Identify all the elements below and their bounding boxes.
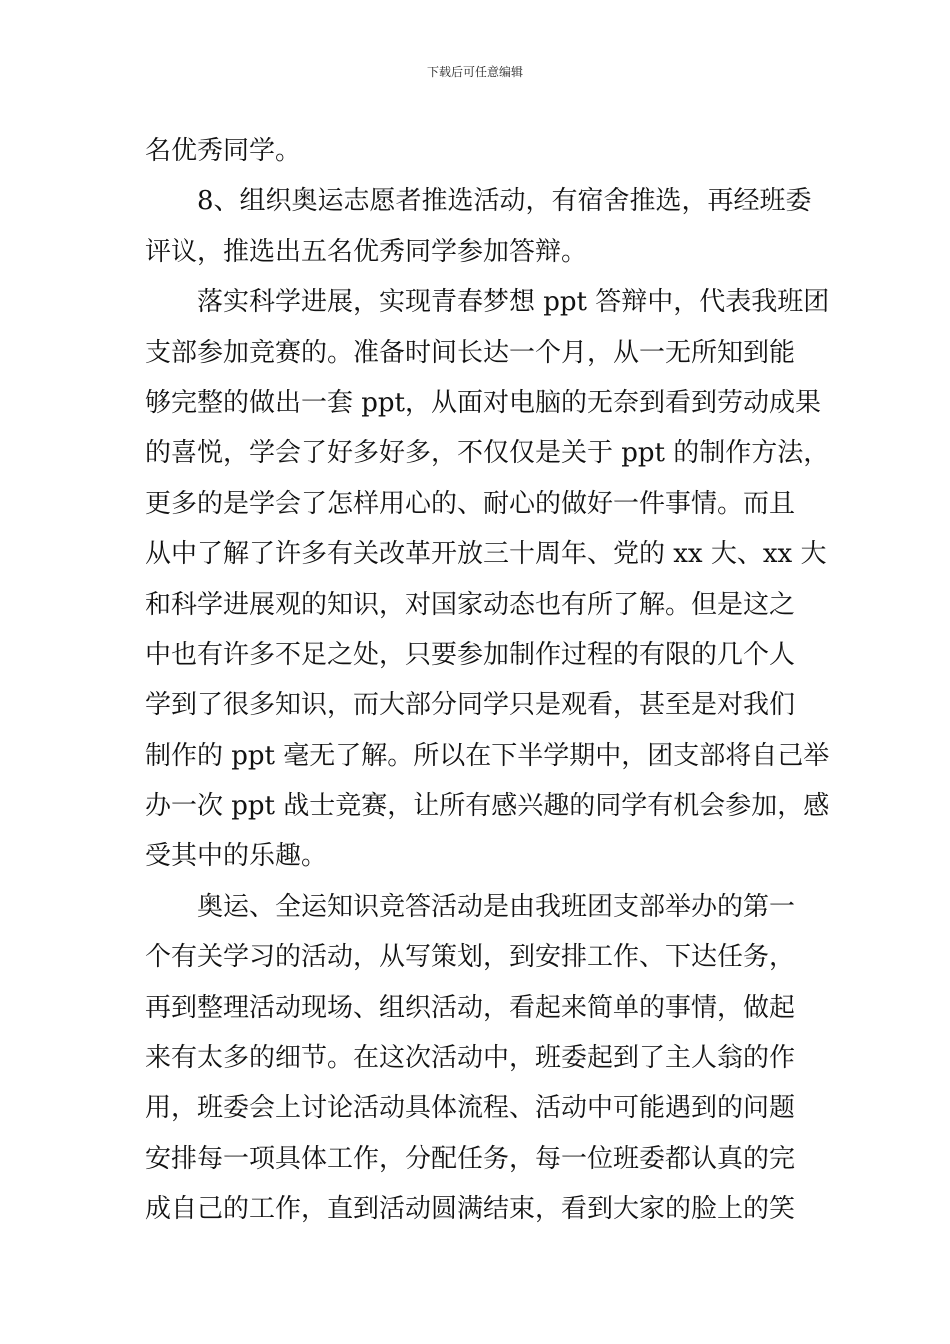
text-line: 受其中的乐趣。 bbox=[145, 841, 328, 872]
text-line: 制作的 ppt 毫无了解。所以在下半学期中，团支部将自己举 bbox=[145, 740, 830, 771]
text-line: 成自己的工作，直到活动圆满结束，看到大家的脸上的笑 bbox=[145, 1194, 796, 1225]
document-body bbox=[145, 126, 830, 1235]
text-line: 奥运、全运知识竞答活动是由我班团支部举办的第一 bbox=[197, 891, 796, 922]
text-line: 落实科学进展，实现青春梦想 ppt 答辩中，代表我班团 bbox=[197, 287, 830, 318]
text-line: 更多的是学会了怎样用心的、耐心的做好一件事情。而且 bbox=[145, 488, 796, 519]
paragraph bbox=[145, 126, 807, 176]
text-line: 够完整的做出一套 ppt，从面对电脑的无奈到看到劳动成果 bbox=[145, 387, 822, 418]
text-line: 支部参加竞赛的。准备时间长达一个月，从一无所知到能 bbox=[145, 337, 796, 368]
text-line: 和科学进展观的知识，对国家动态也有所了解。但是这之 bbox=[145, 589, 796, 620]
text-line: 从中了解了许多有关改革开放三十周年、党的 xx 大、xx 大 bbox=[145, 539, 827, 570]
paragraph bbox=[145, 277, 830, 882]
text-line: 用，班委会上讨论活动具体流程、活动中可能遇到的问题 bbox=[145, 1093, 796, 1124]
text-line: 再到整理活动现场、组织活动，看起来简单的事情，做起 bbox=[145, 992, 796, 1023]
paragraph bbox=[145, 176, 812, 277]
text-line: 办一次 ppt 战士竞赛，让所有感兴趣的同学有机会参加，感 bbox=[145, 791, 830, 822]
text-line: 学到了很多知识，而大部分同学只是观看，甚至是对我们 bbox=[145, 690, 796, 721]
text-line: 安排每一项具体工作，分配任务，每一位班委都认真的完 bbox=[145, 1143, 796, 1174]
text-line: 名优秀同学。 bbox=[145, 136, 302, 166]
text-line: 评议，推选出五名优秀同学参加答辩。 bbox=[145, 236, 588, 267]
text-line: 来有太多的细节。在这次活动中，班委起到了主人翁的作 bbox=[145, 1043, 796, 1074]
paragraph bbox=[145, 882, 807, 1235]
text-line: 的喜悦，学会了好多好多，不仅仅是关于 ppt 的制作方法， bbox=[145, 438, 830, 469]
text-line: 个有关学习的活动，从写策划，到安排工作、下达任务， bbox=[145, 942, 796, 973]
text-line: 中也有许多不足之处，只要参加制作过程的有限的几个人 bbox=[145, 639, 796, 670]
text-line: 8、组织奥运志愿者推选活动，有宿舍推选，再经班委 bbox=[197, 186, 812, 217]
page-header: 下载后可任意编辑 bbox=[426, 65, 523, 79]
